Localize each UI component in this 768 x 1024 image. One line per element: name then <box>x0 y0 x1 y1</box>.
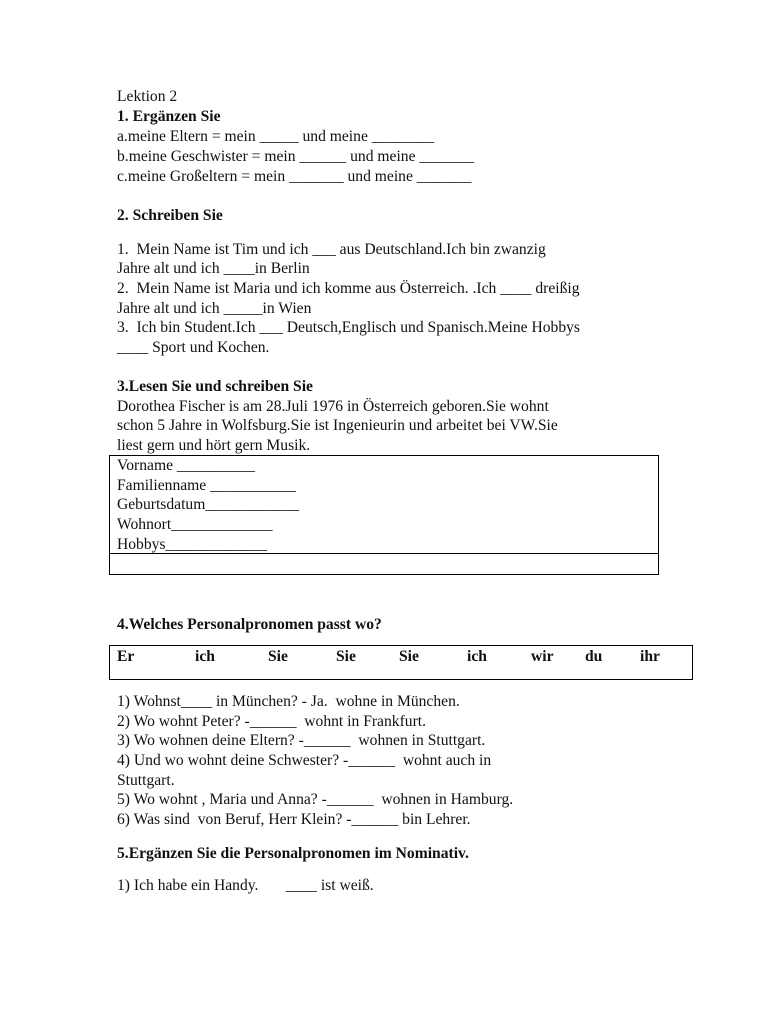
section-4-title: 4.Welches Personalpronomen passt wo? <box>117 616 382 633</box>
form-field-hobbys: Hobbys_____________ <box>117 536 267 553</box>
form-field-geburtsdatum: Geburtsdatum____________ <box>117 496 299 513</box>
section-1-line: a.meine Eltern = mein _____ und meine ________ <box>117 128 435 145</box>
section-4-line: 5) Wo wohnt , Maria und Anna? -______ wohnen in Hamburg. <box>117 791 514 808</box>
section-3-title: 3.Lesen Sie und schreiben Sie <box>117 378 313 395</box>
section-2-line: Jahre alt und ich _____in Wien <box>117 300 312 317</box>
section-2-line: 3. Ich bin Student.Ich ___ Deutsch,Englisch und Spanisch.Meine Hobbys <box>117 319 580 336</box>
section-1-line: c.meine Großeltern = mein _______ und meine _______ <box>117 168 472 185</box>
section-4-line: Stuttgart. <box>117 772 175 789</box>
pronoun-word: Sie <box>399 648 419 665</box>
pronoun-word: Sie <box>268 648 288 665</box>
section-2-line: 2. Mein Name ist Maria und ich komme aus Österreich. .Ich ____ dreißig <box>117 280 580 297</box>
section-3-text: Dorothea Fischer is am 28.Juli 1976 in Österreich geboren.Sie wohnt <box>117 398 549 415</box>
section-5-line: 1) Ich habe ein Handy. ____ ist weiß. <box>117 877 374 894</box>
pronoun-word: ihr <box>640 648 660 665</box>
pronoun-word: ich <box>195 648 215 665</box>
section-2-line: Jahre alt und ich ____in Berlin <box>117 260 310 277</box>
pronoun-word: Sie <box>336 648 356 665</box>
section-1-line: b.meine Geschwister = mein ______ und meine _______ <box>117 148 474 165</box>
section-3-text: liest gern und hört gern Musik. <box>117 437 311 454</box>
section-4-line: 6) Was sind von Beruf, Herr Klein? -______ bin Lehrer. <box>117 811 471 828</box>
section-4-line: 1) Wohnst____ in München? - Ja. wohne in München. <box>117 693 460 710</box>
pronoun-word: ich <box>467 648 487 665</box>
form-field-vorname: Vorname __________ <box>117 457 255 474</box>
section-4-line: 3) Wo wohnen deine Eltern? -______ wohnen in Stuttgart. <box>117 732 486 749</box>
form-field-familienname: Familienname ___________ <box>117 477 296 494</box>
section-4-line: 4) Und wo wohnt deine Schwester? -______ wohnt auch in <box>117 752 492 769</box>
section-2-title: 2. Schreiben Sie <box>117 207 223 224</box>
section-2-line: 1. Mein Name ist Tim und ich ___ aus Deutschland.Ich bin zwanzig <box>117 241 546 258</box>
pronoun-word: wir <box>531 648 554 665</box>
section-1-title: 1. Ergänzen Sie <box>117 108 221 125</box>
pronoun-word: du <box>585 648 603 665</box>
section-5-title: 5.Ergänzen Sie die Personalpronomen im Nominativ. <box>117 845 469 862</box>
pronoun-word: Er <box>117 648 135 665</box>
section-4-line: 2) Wo wohnt Peter? -______ wohnt in Frankfurt. <box>117 713 426 730</box>
section-3-text: schon 5 Jahre in Wolfsburg.Sie ist Ingenieurin und arbeitet bei VW.Sie <box>117 417 558 434</box>
section-2-line: ____ Sport und Kochen. <box>117 339 270 356</box>
form-field-wohnort: Wohnort_____________ <box>117 516 273 533</box>
lesson-header: Lektion 2 <box>117 88 178 105</box>
